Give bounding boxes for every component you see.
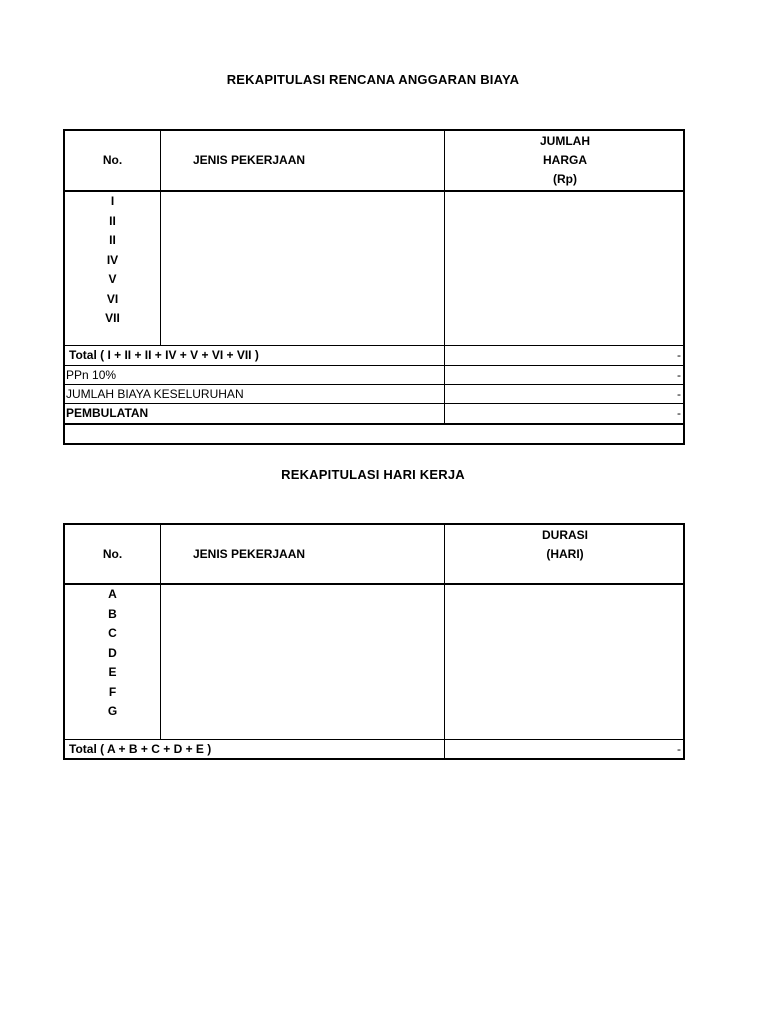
item-letter: B [108,606,117,621]
header-no: No. [102,153,123,167]
ppn-label: PPn 10% [66,368,117,382]
header-no: No. [102,547,123,561]
header-jumlah-line: JUMLAH [540,134,590,148]
item-number: II [109,213,116,228]
header-jenis-pekerjaan: JENIS PEKERJAAN [193,153,306,167]
item-number: V [108,272,117,286]
item-letter: F [108,684,117,699]
budget-table [63,129,685,445]
header-harga-line: HARGA [543,153,587,167]
total-value: - [677,348,681,362]
jumlah-biaya-value: - [677,387,681,401]
item-number: II [109,233,116,247]
header-jenis-pekerjaan: JENIS PEKERJAAN [193,547,306,561]
item-letter: E [108,665,117,679]
header-durasi [445,526,685,564]
workdays-table [63,523,685,760]
pembulatan-label: PEMBULATAN [66,406,149,420]
item-number: IV [106,252,119,267]
column-divider-no [160,525,161,739]
item-number: VI [106,291,119,306]
column-divider-no [160,131,161,345]
ppn-value: - [677,368,681,382]
header-hari-line: (HARI) [546,547,584,561]
item-letter: C [108,626,117,640]
total-value: - [677,742,681,756]
item-letter: G [107,704,118,718]
header-durasi-line: DURASI [541,528,588,542]
workdays-title: REKAPITULASI HARI KERJA [281,467,465,482]
item-letter: D [108,645,117,660]
item-number: I [110,194,115,208]
row-divider [65,423,683,425]
item-number-list [65,192,160,329]
budget-title: REKAPITULASI RENCANA ANGGARAN BIAYA [226,72,520,87]
header-jumlah-harga [445,132,685,189]
total-label: Total ( I + II + II + IV + V + VI + VII ) [69,348,259,362]
item-letter-list [65,585,160,722]
jumlah-biaya-label: JUMLAH BIAYA KESELURUHAN [66,387,244,401]
item-number: VII [105,311,120,325]
header-rp-line: (Rp) [553,172,577,186]
pembulatan-value: - [677,406,681,420]
item-letter: A [108,587,117,601]
total-label: Total ( A + B + C + D + E ) [69,742,212,756]
